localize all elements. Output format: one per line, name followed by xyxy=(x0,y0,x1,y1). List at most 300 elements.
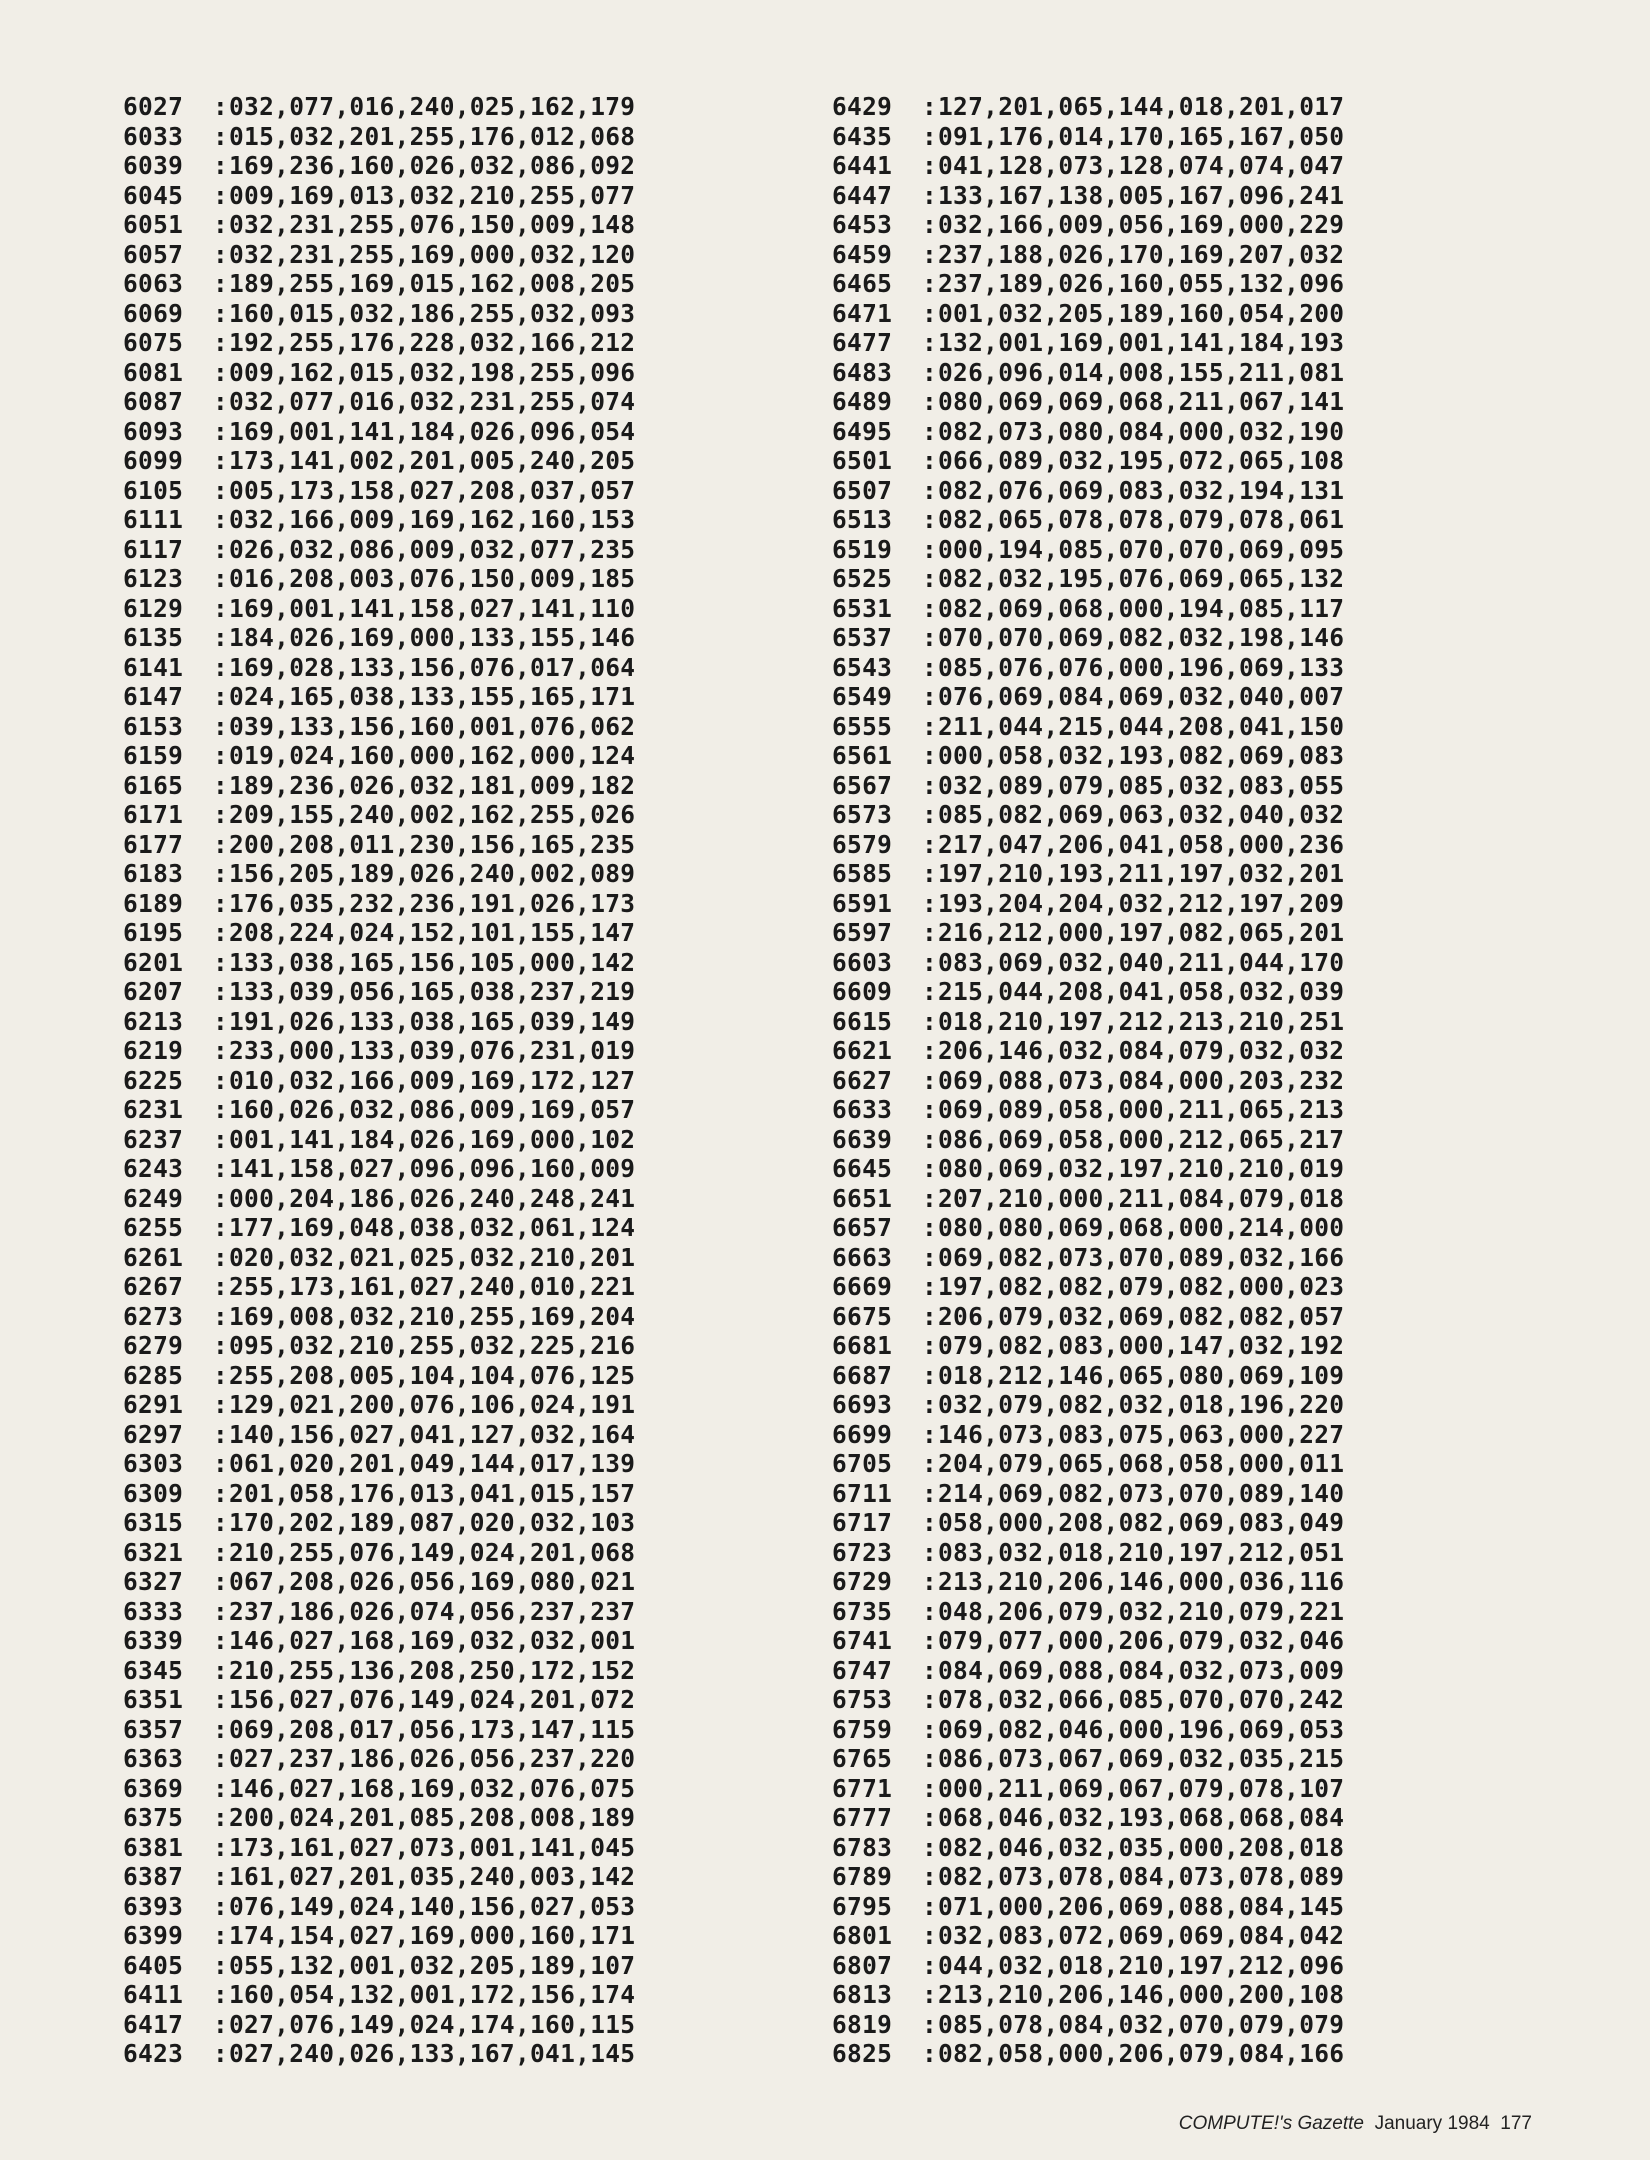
listing-line xyxy=(832,1626,1344,1656)
listing-line xyxy=(123,859,635,889)
listing-line xyxy=(832,387,1344,417)
line-number: 6069 xyxy=(123,298,184,328)
line-number: 6027 xyxy=(123,92,184,121)
data-bytes: 020,032,021,025,032,210,201 xyxy=(229,1242,636,1272)
listing-line xyxy=(832,653,1344,683)
line-number: 6777 xyxy=(832,1803,893,1832)
listing-line xyxy=(123,1213,635,1243)
data-bytes: 026,096,014,008,155,211,081 xyxy=(938,357,1345,387)
listing-line xyxy=(123,1862,635,1892)
colon-separator: : xyxy=(213,1980,229,2009)
line-number: 6819 xyxy=(832,2009,893,2039)
colon-separator: : xyxy=(213,2009,229,2039)
colon-separator: : xyxy=(213,829,229,859)
colon-separator: : xyxy=(922,210,938,239)
colon-separator: : xyxy=(213,977,229,1006)
colon-separator: : xyxy=(922,652,938,682)
colon-separator: : xyxy=(922,1744,938,1773)
listing-line xyxy=(832,1892,1344,1922)
colon-separator: : xyxy=(922,770,938,800)
listing-line xyxy=(832,682,1344,712)
line-number: 6177 xyxy=(123,829,184,859)
listing-line xyxy=(123,1302,635,1332)
line-number: 6537 xyxy=(832,623,893,652)
data-bytes: 009,169,013,032,210,255,077 xyxy=(229,180,636,210)
colon-separator: : xyxy=(213,1301,229,1331)
listing-line xyxy=(123,1272,635,1302)
colon-separator: : xyxy=(213,1655,229,1685)
colon-separator: : xyxy=(922,1390,938,1419)
listing-line xyxy=(832,918,1344,948)
line-number: 6375 xyxy=(123,1803,184,1832)
colon-separator: : xyxy=(922,1213,938,1242)
colon-separator: : xyxy=(922,1183,938,1213)
data-bytes: 255,208,005,104,104,076,125 xyxy=(229,1360,636,1390)
colon-separator: : xyxy=(922,1508,938,1537)
line-number: 6147 xyxy=(123,682,184,711)
data-bytes: 082,073,080,084,000,032,190 xyxy=(938,416,1345,446)
colon-separator: : xyxy=(922,1065,938,1095)
listing-line xyxy=(832,564,1344,594)
line-number: 6255 xyxy=(123,1213,184,1242)
data-bytes: 032,166,009,169,162,160,153 xyxy=(229,505,636,534)
listing-line xyxy=(832,1331,1344,1361)
data-bytes: 032,083,072,069,069,084,042 xyxy=(938,1921,1345,1950)
line-number: 6489 xyxy=(832,387,893,416)
colon-separator: : xyxy=(922,1655,938,1685)
data-bytes: 068,046,032,193,068,068,084 xyxy=(938,1803,1345,1832)
line-number: 6309 xyxy=(123,1478,184,1508)
colon-separator: : xyxy=(213,1154,229,1183)
colon-separator: : xyxy=(213,1508,229,1537)
listing-line xyxy=(832,269,1344,299)
listing-line xyxy=(123,1331,635,1361)
colon-separator: : xyxy=(922,387,938,416)
line-number: 6711 xyxy=(832,1478,893,1508)
colon-separator: : xyxy=(922,800,938,829)
data-bytes: 210,255,076,149,024,201,068 xyxy=(229,1537,636,1567)
listing-line xyxy=(123,830,635,860)
data-bytes: 082,069,068,000,194,085,117 xyxy=(938,593,1345,623)
listing-line xyxy=(123,889,635,919)
data-bytes: 069,089,058,000,211,065,213 xyxy=(938,1095,1345,1124)
data-bytes: 160,015,032,186,255,032,093 xyxy=(229,298,636,328)
listing-line xyxy=(123,594,635,624)
colon-separator: : xyxy=(213,2039,229,2068)
data-bytes: 085,082,069,063,032,040,032 xyxy=(938,800,1345,829)
data-bytes: 197,082,082,079,082,000,023 xyxy=(938,1272,1345,1301)
colon-separator: : xyxy=(922,534,938,564)
line-number: 6765 xyxy=(832,1744,893,1773)
colon-separator: : xyxy=(213,1036,229,1065)
colon-separator: : xyxy=(213,446,229,475)
colon-separator: : xyxy=(213,269,229,298)
listing-line xyxy=(123,1921,635,1951)
data-bytes: 169,001,141,184,026,096,054 xyxy=(229,416,636,446)
listing-line xyxy=(832,1213,1344,1243)
line-number: 6825 xyxy=(832,2039,893,2068)
colon-separator: : xyxy=(922,1626,938,1655)
line-number: 6573 xyxy=(832,800,893,829)
colon-separator: : xyxy=(922,711,938,741)
data-bytes: 069,208,017,056,173,147,115 xyxy=(229,1714,636,1744)
listing-line xyxy=(123,1125,635,1155)
listing-line xyxy=(832,1980,1344,2010)
line-number: 6609 xyxy=(832,977,893,1006)
colon-separator: : xyxy=(213,1360,229,1390)
colon-separator: : xyxy=(213,180,229,210)
listing-line xyxy=(123,2039,635,2069)
page-footer xyxy=(1179,2113,1532,2135)
data-bytes: 027,237,186,026,056,237,220 xyxy=(229,1744,636,1773)
colon-separator: : xyxy=(922,918,938,947)
data-bytes: 069,082,046,000,196,069,053 xyxy=(938,1714,1345,1744)
data-bytes: 176,035,232,236,191,026,173 xyxy=(229,888,636,918)
line-number: 6771 xyxy=(832,1773,893,1803)
listing-line xyxy=(123,1833,635,1863)
colon-separator: : xyxy=(213,1419,229,1449)
colon-separator: : xyxy=(922,446,938,475)
colon-separator: : xyxy=(922,1301,938,1331)
data-bytes: 080,080,069,068,000,214,000 xyxy=(938,1213,1345,1242)
data-bytes: 082,073,078,084,073,078,089 xyxy=(938,1862,1345,1891)
listing-line xyxy=(832,1833,1344,1863)
data-bytes: 204,079,065,068,058,000,011 xyxy=(938,1449,1345,1478)
line-number: 6603 xyxy=(832,947,893,977)
data-bytes: 141,158,027,096,096,160,009 xyxy=(229,1154,636,1183)
listing-line xyxy=(832,240,1344,270)
data-bytes: 039,133,156,160,001,076,062 xyxy=(229,711,636,741)
line-number: 6159 xyxy=(123,741,184,770)
listing-line xyxy=(123,712,635,742)
data-bytes: 027,240,026,133,167,041,145 xyxy=(229,2039,636,2068)
colon-separator: : xyxy=(922,269,938,298)
listing-line xyxy=(832,1803,1344,1833)
line-number: 6519 xyxy=(832,534,893,564)
line-number: 6453 xyxy=(832,210,893,239)
data-bytes: 156,027,076,149,024,201,072 xyxy=(229,1685,636,1714)
data-bytes: 211,044,215,044,208,041,150 xyxy=(938,711,1345,741)
colon-separator: : xyxy=(922,977,938,1006)
listing-line xyxy=(123,1449,635,1479)
line-number: 6681 xyxy=(832,1331,893,1360)
line-number: 6477 xyxy=(832,328,893,357)
colon-separator: : xyxy=(922,947,938,977)
listing-line xyxy=(123,1656,635,1686)
data-bytes: 173,161,027,073,001,141,045 xyxy=(229,1832,636,1862)
colon-separator: : xyxy=(213,1183,229,1213)
colon-separator: : xyxy=(922,1036,938,1065)
line-number: 6405 xyxy=(123,1950,184,1980)
listing-line xyxy=(123,535,635,565)
listing-line xyxy=(123,269,635,299)
listing-line xyxy=(123,1538,635,1568)
listing-line xyxy=(832,1184,1344,1214)
data-bytes: 133,167,138,005,167,096,241 xyxy=(938,180,1345,210)
line-number: 6543 xyxy=(832,652,893,682)
listing-line xyxy=(832,1361,1344,1391)
data-bytes: 169,008,032,210,255,169,204 xyxy=(229,1301,636,1331)
line-number: 6747 xyxy=(832,1655,893,1685)
data-bytes: 132,001,169,001,141,184,193 xyxy=(938,328,1345,357)
line-number: 6291 xyxy=(123,1390,184,1419)
colon-separator: : xyxy=(213,1950,229,1980)
data-bytes: 169,001,141,158,027,141,110 xyxy=(229,593,636,623)
listing-line xyxy=(832,122,1344,152)
colon-separator: : xyxy=(213,1744,229,1773)
listing-line xyxy=(832,1597,1344,1627)
colon-separator: : xyxy=(213,151,229,180)
listing-line xyxy=(832,1921,1344,1951)
data-bytes: 083,069,032,040,211,044,170 xyxy=(938,947,1345,977)
data-bytes: 192,255,176,228,032,166,212 xyxy=(229,328,636,357)
data-bytes: 085,078,084,032,070,079,079 xyxy=(938,2009,1345,2039)
data-bytes: 237,186,026,074,056,237,237 xyxy=(229,1596,636,1626)
listing-line xyxy=(123,446,635,476)
data-bytes: 207,210,000,211,084,079,018 xyxy=(938,1183,1345,1213)
listing-line xyxy=(123,328,635,358)
listing-line xyxy=(832,1095,1344,1125)
colon-separator: : xyxy=(213,859,229,888)
listing-line xyxy=(123,1420,635,1450)
data-bytes: 018,212,146,065,080,069,109 xyxy=(938,1360,1345,1390)
line-number: 6117 xyxy=(123,534,184,564)
line-number: 6099 xyxy=(123,446,184,475)
data-bytes: 169,236,160,026,032,086,092 xyxy=(229,151,636,180)
colon-separator: : xyxy=(922,1242,938,1272)
listing-line xyxy=(832,1951,1344,1981)
page-number: 177 xyxy=(1500,2113,1532,2134)
listing-line xyxy=(123,623,635,653)
colon-separator: : xyxy=(922,593,938,623)
listing-line xyxy=(832,741,1344,771)
listing-line xyxy=(832,476,1344,506)
data-bytes: 069,088,073,084,000,203,232 xyxy=(938,1065,1345,1095)
listing-line xyxy=(123,210,635,240)
line-number: 6717 xyxy=(832,1508,893,1537)
listing-line xyxy=(123,564,635,594)
data-bytes: 079,077,000,206,079,032,046 xyxy=(938,1626,1345,1655)
data-bytes: 041,128,073,128,074,074,047 xyxy=(938,151,1345,180)
listing-line xyxy=(832,1774,1344,1804)
data-bytes: 082,065,078,078,079,078,061 xyxy=(938,505,1345,534)
listing-line xyxy=(123,653,635,683)
listing-line xyxy=(832,1744,1344,1774)
line-number: 6759 xyxy=(832,1714,893,1744)
colon-separator: : xyxy=(213,1331,229,1360)
data-bytes: 146,027,168,169,032,076,075 xyxy=(229,1773,636,1803)
colon-separator: : xyxy=(922,328,938,357)
line-number: 6723 xyxy=(832,1537,893,1567)
listing-line xyxy=(832,299,1344,329)
line-number: 6501 xyxy=(832,446,893,475)
data-bytes: 078,032,066,085,070,070,242 xyxy=(938,1685,1345,1714)
listing-line xyxy=(123,92,635,122)
colon-separator: : xyxy=(922,564,938,593)
line-number: 6657 xyxy=(832,1213,893,1242)
listing-line xyxy=(123,181,635,211)
line-number: 6741 xyxy=(832,1626,893,1655)
data-bytes: 032,077,016,032,231,255,074 xyxy=(229,387,636,416)
data-bytes: 214,069,082,073,070,089,140 xyxy=(938,1478,1345,1508)
data-bytes: 032,079,082,032,018,196,220 xyxy=(938,1390,1345,1419)
listing-line xyxy=(832,594,1344,624)
line-number: 6705 xyxy=(832,1449,893,1478)
listing-line xyxy=(832,1715,1344,1745)
line-number: 6813 xyxy=(832,1980,893,2009)
line-number: 6111 xyxy=(123,505,184,534)
line-number: 6345 xyxy=(123,1655,184,1685)
data-bytes: 071,000,206,069,088,084,145 xyxy=(938,1891,1345,1921)
line-number: 6663 xyxy=(832,1242,893,1272)
data-bytes: 133,039,056,165,038,237,219 xyxy=(229,977,636,1006)
data-bytes: 001,141,184,026,169,000,102 xyxy=(229,1124,636,1154)
data-bytes: 201,058,176,013,041,015,157 xyxy=(229,1478,636,1508)
line-number: 6735 xyxy=(832,1596,893,1626)
colon-separator: : xyxy=(213,1537,229,1567)
data-bytes: 083,032,018,210,197,212,051 xyxy=(938,1537,1345,1567)
line-number: 6207 xyxy=(123,977,184,1006)
magazine-name: COMPUTE!'s Gazette xyxy=(1178,2113,1365,2134)
listing-line xyxy=(832,948,1344,978)
data-bytes: 048,206,079,032,210,079,221 xyxy=(938,1596,1345,1626)
colon-separator: : xyxy=(213,357,229,387)
colon-separator: : xyxy=(213,918,229,947)
colon-separator: : xyxy=(213,328,229,357)
data-bytes: 255,173,161,027,240,010,221 xyxy=(229,1272,636,1301)
line-number: 6387 xyxy=(123,1862,184,1891)
line-number: 6279 xyxy=(123,1331,184,1360)
listing-line xyxy=(832,1390,1344,1420)
colon-separator: : xyxy=(213,888,229,918)
line-number: 6549 xyxy=(832,682,893,711)
colon-separator: : xyxy=(922,1862,938,1891)
line-number: 6267 xyxy=(123,1272,184,1301)
listing-line xyxy=(832,1420,1344,1450)
data-bytes: 000,211,069,067,079,078,107 xyxy=(938,1773,1345,1803)
data-bytes: 080,069,069,068,211,067,141 xyxy=(938,387,1345,416)
data-bytes: 213,210,206,146,000,036,116 xyxy=(938,1567,1345,1596)
listing-line xyxy=(832,358,1344,388)
colon-separator: : xyxy=(922,298,938,328)
colon-separator: : xyxy=(213,1567,229,1596)
colon-separator: : xyxy=(922,1006,938,1036)
colon-separator: : xyxy=(213,711,229,741)
colon-separator: : xyxy=(922,1685,938,1714)
data-bytes: 005,173,158,027,208,037,057 xyxy=(229,475,636,505)
listing-line xyxy=(123,2010,635,2040)
colon-separator: : xyxy=(213,1685,229,1714)
line-number: 6171 xyxy=(123,800,184,829)
listing-line xyxy=(832,712,1344,742)
line-number: 6051 xyxy=(123,210,184,239)
colon-separator: : xyxy=(922,1331,938,1360)
line-number: 6303 xyxy=(123,1449,184,1478)
colon-separator: : xyxy=(213,298,229,328)
colon-separator: : xyxy=(922,239,938,269)
colon-separator: : xyxy=(922,829,938,859)
data-bytes: 161,027,201,035,240,003,142 xyxy=(229,1862,636,1891)
listing-line xyxy=(832,505,1344,535)
line-number: 6297 xyxy=(123,1419,184,1449)
line-number: 6423 xyxy=(123,2039,184,2068)
data-bytes: 213,210,206,146,000,200,108 xyxy=(938,1980,1345,2009)
colon-separator: : xyxy=(922,1891,938,1921)
colon-separator: : xyxy=(922,1360,938,1390)
listing-line xyxy=(832,830,1344,860)
listing-line xyxy=(123,800,635,830)
listing-line xyxy=(832,1449,1344,1479)
line-number: 6135 xyxy=(123,623,184,652)
data-bytes: 032,166,009,056,169,000,229 xyxy=(938,210,1345,239)
colon-separator: : xyxy=(922,357,938,387)
data-bytes: 032,231,255,169,000,032,120 xyxy=(229,239,636,269)
colon-separator: : xyxy=(213,1272,229,1301)
colon-separator: : xyxy=(213,1095,229,1124)
listing-line xyxy=(123,741,635,771)
colon-separator: : xyxy=(213,210,229,239)
line-number: 6363 xyxy=(123,1744,184,1773)
colon-separator: : xyxy=(922,888,938,918)
line-number: 6399 xyxy=(123,1921,184,1950)
listing-line xyxy=(123,1243,635,1273)
data-bytes: 197,210,193,211,197,032,201 xyxy=(938,859,1345,888)
line-number: 6699 xyxy=(832,1419,893,1449)
data-bytes: 016,208,003,076,150,009,185 xyxy=(229,564,636,593)
listing-line xyxy=(832,859,1344,889)
data-bytes: 070,070,069,082,032,198,146 xyxy=(938,623,1345,652)
line-number: 6429 xyxy=(832,92,893,121)
data-bytes: 191,026,133,038,165,039,149 xyxy=(229,1006,636,1036)
listing-line xyxy=(123,1390,635,1420)
listing-line xyxy=(832,889,1344,919)
line-number: 6507 xyxy=(832,475,893,505)
listing-line xyxy=(832,1538,1344,1568)
listing-line xyxy=(832,181,1344,211)
line-number: 6645 xyxy=(832,1154,893,1183)
listing-line xyxy=(832,1272,1344,1302)
data-bytes: 018,210,197,212,213,210,251 xyxy=(938,1006,1345,1036)
line-number: 6369 xyxy=(123,1773,184,1803)
data-bytes: 140,156,027,041,127,032,164 xyxy=(229,1419,636,1449)
listing-line xyxy=(832,1036,1344,1066)
colon-separator: : xyxy=(213,1773,229,1803)
data-bytes: 170,202,189,087,020,032,103 xyxy=(229,1508,636,1537)
colon-separator: : xyxy=(213,1714,229,1744)
colon-separator: : xyxy=(922,1478,938,1508)
listing-right-column xyxy=(832,92,1344,2069)
listing-line xyxy=(123,918,635,948)
data-bytes: 091,176,014,170,165,167,050 xyxy=(938,121,1345,151)
listing-line xyxy=(123,1597,635,1627)
colon-separator: : xyxy=(213,1626,229,1655)
line-number: 6531 xyxy=(832,593,893,623)
data-bytes: 055,132,001,032,205,189,107 xyxy=(229,1950,636,1980)
data-bytes: 080,069,032,197,210,210,019 xyxy=(938,1154,1345,1183)
listing-line xyxy=(123,1154,635,1184)
line-number: 6243 xyxy=(123,1154,184,1183)
line-number: 6465 xyxy=(832,269,893,298)
line-number: 6633 xyxy=(832,1095,893,1124)
line-number: 6213 xyxy=(123,1006,184,1036)
line-number: 6393 xyxy=(123,1891,184,1921)
data-bytes: 026,032,086,009,032,077,235 xyxy=(229,534,636,564)
colon-separator: : xyxy=(213,1213,229,1242)
data-bytes: 015,032,201,255,176,012,068 xyxy=(229,121,636,151)
data-bytes: 069,082,073,070,089,032,166 xyxy=(938,1242,1345,1272)
listing-line xyxy=(832,1656,1344,1686)
line-number: 6585 xyxy=(832,859,893,888)
